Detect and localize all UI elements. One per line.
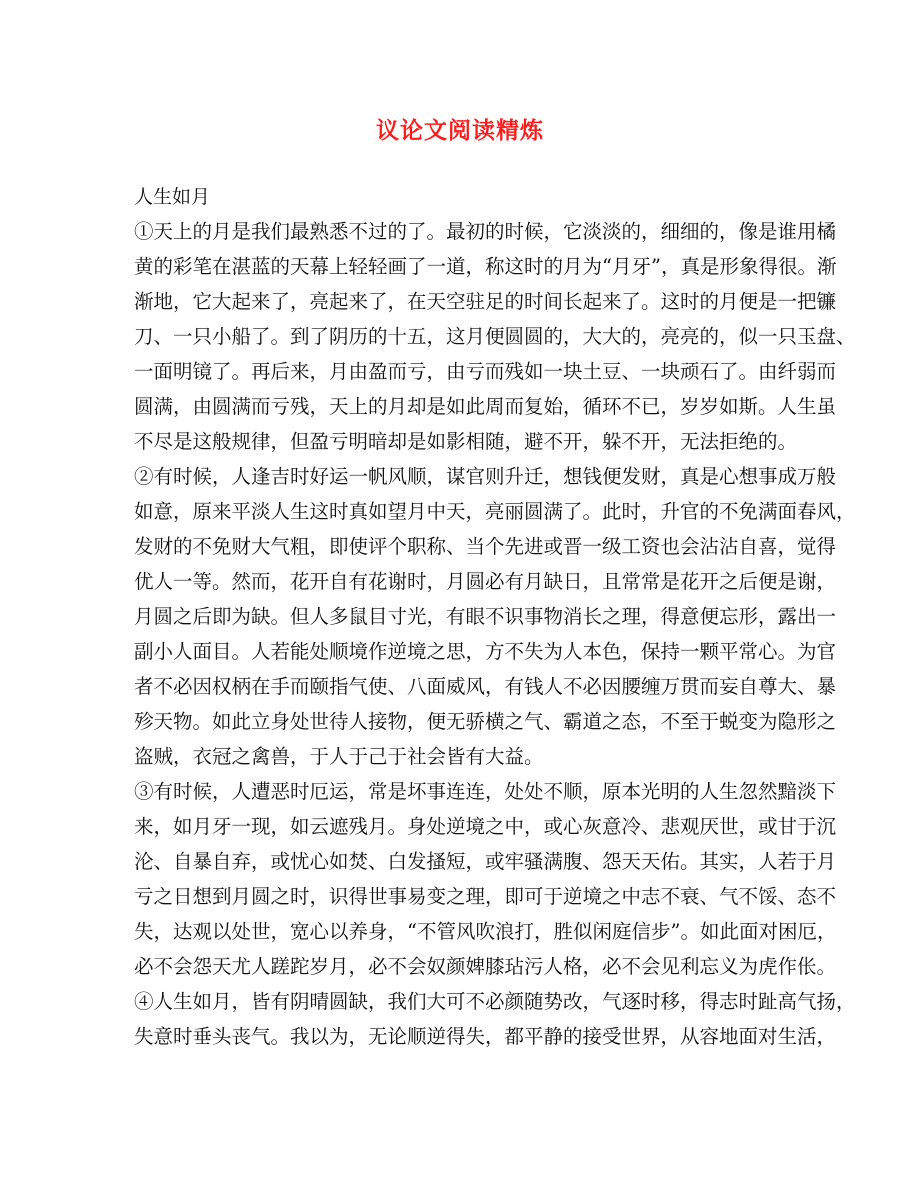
essay-line: 失，达观以处世，宽心以养身，“不管风吹浪打，胜似闲庭信步”。如此面对困厄， <box>134 920 837 943</box>
essay-line: 圆满，由圆满而亏残，天上的月却是如此周而复始，循环不已，岁岁如斯。人生虽 <box>134 395 837 418</box>
essay-line: 必不会怨天尤人蹉跎岁月，必不会奴颜婢膝玷污人格，必不会见利忘义为虎作伥。 <box>134 955 837 978</box>
essay-line: 盗贼，衣冠之禽兽，于人于己于社会皆有大益。 <box>134 745 544 768</box>
essay-line: ①天上的月是我们最熟悉不过的了。最初的时候，它淡淡的，细细的，像是谁用橘 <box>134 220 837 243</box>
essay-line: 亏之日想到月圆之时，识得世事易变之理，即可于逆境之中志不衰、气不馁、态不 <box>134 885 837 908</box>
essay-line: 不尽是这般规律，但盈亏明暗却是如影相随，避不开，躲不开，无法拒绝的。 <box>134 430 798 453</box>
essay-line: 如意，原来平淡人生这时真如望月中天，亮丽圆满了。此时，升官的不免满面春风， <box>134 500 856 523</box>
essay-line: 者不必因权柄在手而颐指气使、八面威风，有钱人不必因腰缠万贯而妄自尊大、暴 <box>134 675 837 698</box>
essay-line: 来，如月牙一现，如云遮残月。身处逆境之中，或心灰意冷、悲观厌世，或甘于沉 <box>134 815 837 838</box>
essay-line: 副小人面目。人若能处顺境作逆境之思，方不失为人本色，保持一颗平常心。为官 <box>134 640 837 663</box>
essay-title: 人生如月 <box>134 186 211 208</box>
essay-line: 失意时垂头丧气。我以为，无论顺逆得失，都平静的接受世界，从容地面对生活， <box>134 1025 837 1048</box>
essay-line: ④人生如月，皆有阴晴圆缺，我们大可不必颜随势改，气逐时移，得志时趾高气扬， <box>134 990 856 1013</box>
essay-line: 黄的彩笔在湛蓝的天幕上轻轻画了一道，称这时的月为“月牙”，真是形象得很。渐 <box>134 255 837 278</box>
essay-body <box>134 214 856 1054</box>
essay-line: 一面明镜了。再后来，月由盈而亏，由亏而残如一块土豆、一块顽石了。由纤弱而 <box>134 360 837 383</box>
document-title: 议论文阅读精炼 <box>376 117 544 144</box>
essay-line: ②有时候，人逢吉时好运一帆风顺，谋官则升迁，想钱便发财，真是心想事成万般 <box>134 465 837 488</box>
essay-line: 渐地，它大起来了，亮起来了，在天空驻足的时间长起来了。这时的月便是一把镰 <box>134 290 837 313</box>
essay-line: ③有时候，人遭恶时厄运，常是坏事连连，处处不顺，原本光明的人生忽然黯淡下 <box>134 780 837 803</box>
essay-line: 月圆之后即为缺。但人多鼠目寸光，有眼不识事物消长之理，得意便忘形，露出一 <box>134 605 837 628</box>
essay-line: 发财的不免财大气粗，即使评个职称、当个先进或晋一级工资也会沾沾自喜，觉得 <box>134 535 837 558</box>
essay-line: 殄天物。如此立身处世待人接物，便无骄横之气、霸道之态，不至于蜕变为隐形之 <box>134 710 837 733</box>
essay-line: 优人一等。然而，花开自有花谢时，月圆必有月缺日，且常常是花开之后便是谢， <box>134 570 837 593</box>
essay-line: 沦、自暴自弃，或忧心如焚、白发搔短，或牢骚满腹、怨天天佑。其实，人若于月 <box>134 850 837 873</box>
essay-line: 刀、一只小船了。到了阴历的十五，这月便圆圆的，大大的，亮亮的，似一只玉盘、 <box>134 325 856 348</box>
